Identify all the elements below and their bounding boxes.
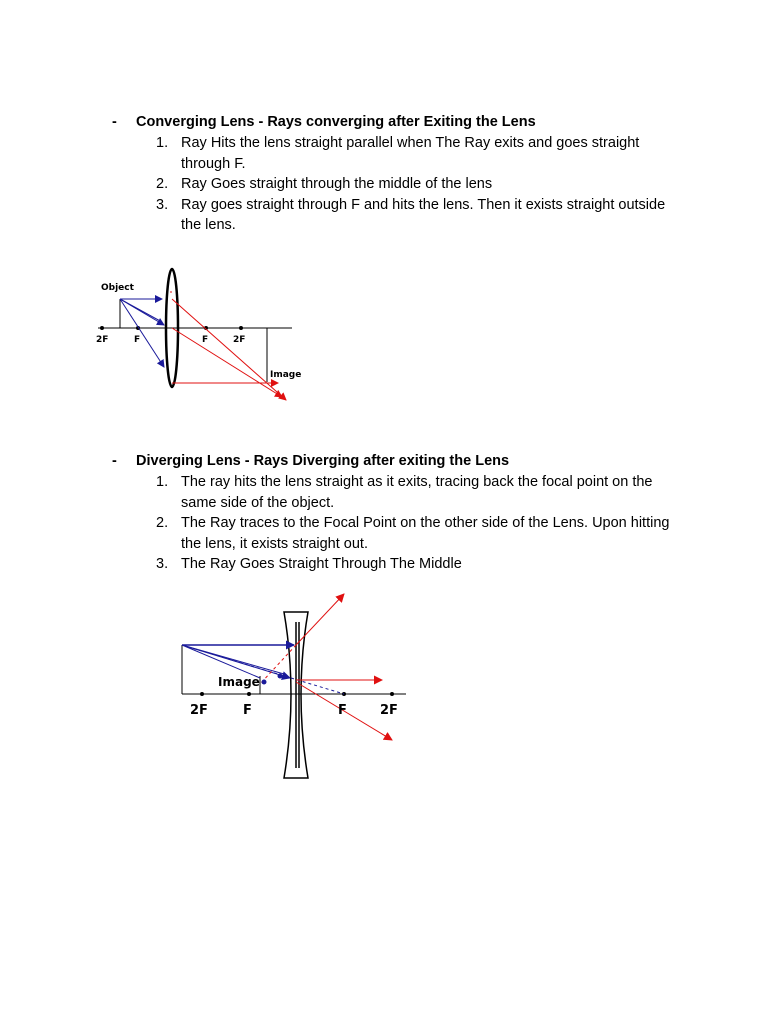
converging-list <box>156 133 686 236</box>
ray-low-in <box>182 645 284 674</box>
ray-center-out <box>172 328 282 397</box>
point-2f-right <box>239 326 243 330</box>
ray-down-in <box>120 299 162 322</box>
point-2f-left <box>100 326 104 330</box>
list-item-text: The ray hits the lens straight as it exits, tracing back the focal point on the same side of the object. <box>181 474 653 511</box>
axis-label-f-right: F <box>202 335 209 345</box>
object-label: Object <box>101 283 134 293</box>
list-item <box>156 133 686 174</box>
converging-heading-text: Converging Lens - Rays converging after Exiting the Lens <box>136 114 536 130</box>
bullet-dash: - <box>112 114 117 130</box>
axis-label-f-right: F <box>338 703 347 718</box>
list-item <box>156 513 686 554</box>
image-point <box>262 680 267 685</box>
list-number: 2. <box>156 176 169 192</box>
ray-parallel-out <box>172 299 286 400</box>
list-number: 2. <box>156 515 169 531</box>
axis-label-2f-left: 2F <box>96 335 109 345</box>
list-item <box>156 554 686 575</box>
ray-parallel-out <box>296 594 344 645</box>
axis-label-f-left: F <box>243 703 252 718</box>
ray-focal-in <box>120 299 164 367</box>
diverging-heading <box>112 451 509 471</box>
axis-label-f-left: F <box>134 335 141 345</box>
list-number: 3. <box>156 556 169 572</box>
list-item-text: The Ray Goes Straight Through The Middle <box>181 556 462 572</box>
axis-label-2f-right: 2F <box>233 335 246 345</box>
diverging-lens-diagram <box>172 586 412 786</box>
ray-to-image <box>182 645 260 678</box>
list-item <box>156 472 686 513</box>
point-2f-left <box>200 692 204 696</box>
list-number: 1. <box>156 135 169 151</box>
image-label: Image <box>218 675 260 689</box>
list-item <box>156 174 686 195</box>
list-item-text: Ray goes straight through F and hits the lens. Then it exists straight outside the lens. <box>181 196 666 233</box>
converging-heading <box>112 112 536 132</box>
image-label: Image <box>270 370 302 380</box>
axis-label-2f-right: 2F <box>380 703 398 718</box>
list-number: 1. <box>156 474 169 490</box>
image-point-2 <box>278 674 283 679</box>
list-item-text: The Ray traces to the Focal Point on the other side of the Lens. Upon hitting the lens, it exists straight out. <box>181 515 670 552</box>
list-item-text: Ray Hits the lens straight parallel when The Ray exits and goes straight through F. <box>181 135 640 172</box>
list-number: 3. <box>156 196 169 213</box>
bullet-dash: - <box>112 453 117 469</box>
list-item <box>156 195 686 236</box>
list-item-text: Ray Goes straight through the middle of the lens <box>181 176 493 192</box>
point-f-left <box>247 692 251 696</box>
converging-lens-diagram <box>92 262 304 410</box>
diverging-heading-text: Diverging Lens - Rays Diverging after exiting the Lens <box>136 453 510 469</box>
axis-label-2f-left: 2F <box>190 703 208 718</box>
point-2f-right <box>390 692 394 696</box>
diverging-list <box>156 472 686 575</box>
